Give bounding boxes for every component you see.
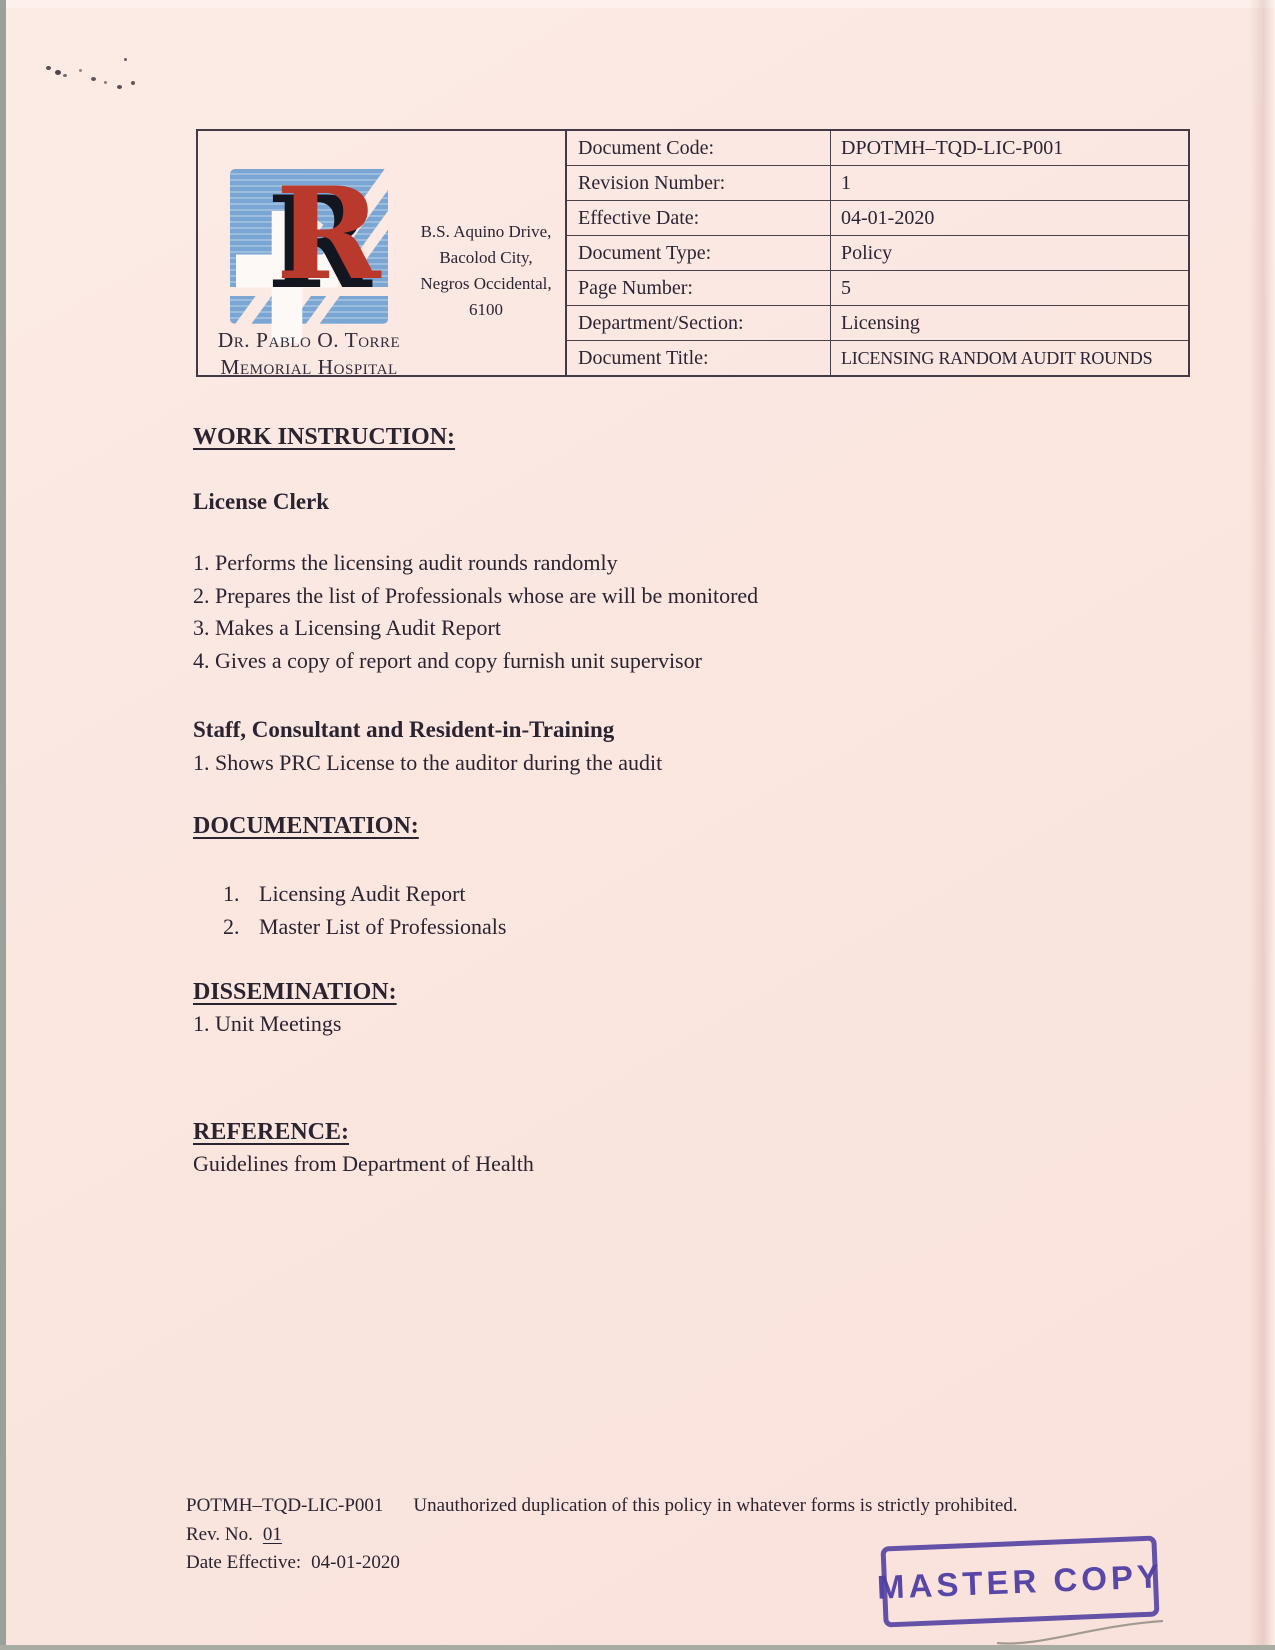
table-row [567, 236, 1188, 271]
table-row-label: Effective Date: [567, 201, 831, 235]
address-line: Negros Occidental, [420, 274, 552, 293]
paper-edge-left [0, 0, 6, 1650]
footer-date-label: Date Effective: [186, 1552, 302, 1573]
table-row-value: 04-01-2020 [841, 206, 935, 229]
reference-body: Guidelines from Department of Health [193, 1151, 534, 1176]
table-row [567, 306, 1188, 341]
hospital-name-line1: Dr. Pablo O. Torre [217, 328, 401, 352]
table-row-label: Page Number: [567, 271, 831, 305]
table-row [567, 166, 1188, 201]
list-item-label: Licensing Audit Report [259, 881, 466, 906]
table-row-value: 1 [841, 171, 851, 194]
table-row-label: Revision Number: [567, 166, 831, 200]
list-item: 1. Performs the licensing audit rounds randomly [193, 550, 618, 575]
license-clerk-title: License Clerk [193, 489, 330, 514]
dissemination-item: 1. Unit Meetings [193, 1011, 342, 1036]
address-line: B.S. Aquino Drive, [420, 222, 552, 241]
footer-rev-label: Rev. No. [186, 1524, 253, 1545]
footer-line-1 [186, 1495, 1018, 1517]
table-row [567, 341, 1188, 375]
staff-item: 1. Shows PRC License to the auditor during the audit [193, 750, 663, 775]
address-line: Bacolod City, [439, 248, 533, 267]
documentation-heading: DOCUMENTATION: [193, 813, 419, 839]
list-item: 3. Makes a Licensing Audit Report [193, 615, 501, 641]
list-item-number: 2. [223, 913, 240, 939]
license-clerk-items [193, 547, 758, 677]
staff-title: Staff, Consultant and Resident-in-Training [193, 717, 615, 742]
paper-edge-right [1249, 0, 1275, 1650]
work-instruction-heading: WORK INSTRUCTION: [193, 424, 456, 450]
hospital-name [200, 327, 418, 381]
list-item: 2. Prepares the list of Professionals whose are will be monitored [193, 582, 759, 608]
paper-edge-bottom [0, 1645, 1275, 1650]
dissemination-heading: DISSEMINATION: [193, 979, 397, 1005]
list-item-label: Master List of Professionals [259, 913, 507, 939]
table-row-label: Document Code: [567, 131, 831, 165]
list-item [193, 878, 506, 911]
document-header-table [196, 129, 1190, 377]
footer-notice: Unauthorized duplication of this policy in whatever forms is strictly prohibited. [413, 1495, 1018, 1516]
table-row-value: Licensing [841, 311, 920, 334]
table-row [567, 131, 1188, 166]
documentation-items [193, 878, 506, 943]
header-table-rows [567, 131, 1188, 375]
footer-document-code: POTMH–TQD-LIC-P001 [186, 1495, 384, 1516]
hospital-logo [230, 160, 388, 324]
master-copy-stamp-text: MASTER COPY [876, 1556, 1164, 1606]
hospital-logo-cell [198, 131, 567, 379]
footer-date-value: 04-01-2020 [311, 1552, 400, 1573]
table-row-value: 5 [841, 276, 851, 299]
paper-edge-top [6, 0, 1275, 8]
table-row-value: DPOTMH–TQD-LIC-P001 [841, 136, 1064, 159]
list-item [193, 911, 506, 944]
footer-line-2 [186, 1524, 282, 1546]
footer-line-3 [186, 1552, 400, 1574]
address-line: 6100 [469, 300, 503, 319]
footer-rev-value: 01 [262, 1524, 282, 1545]
list-item: 4. Gives a copy of report and copy furnish unit supervisor [193, 647, 702, 673]
hospital-address [410, 219, 562, 323]
hospital-name-line2: Memorial Hospital [220, 355, 398, 379]
table-row [567, 201, 1188, 236]
master-copy-stamp [876, 1535, 1164, 1627]
table-row-label: Department/Section: [567, 306, 831, 340]
table-row [567, 271, 1188, 306]
table-row-label: Document Type: [567, 236, 831, 270]
list-item-number: 1. [223, 881, 240, 906]
table-row-label: Document Title: [567, 341, 831, 375]
table-row-value: LICENSING RANDOM AUDIT ROUNDS [841, 347, 1153, 368]
reference-heading: REFERENCE: [193, 1119, 350, 1145]
table-row-value: Policy [841, 241, 893, 264]
pencil-scratch-mark [995, 1616, 1165, 1648]
logo-r-letter: R [276, 160, 381, 308]
